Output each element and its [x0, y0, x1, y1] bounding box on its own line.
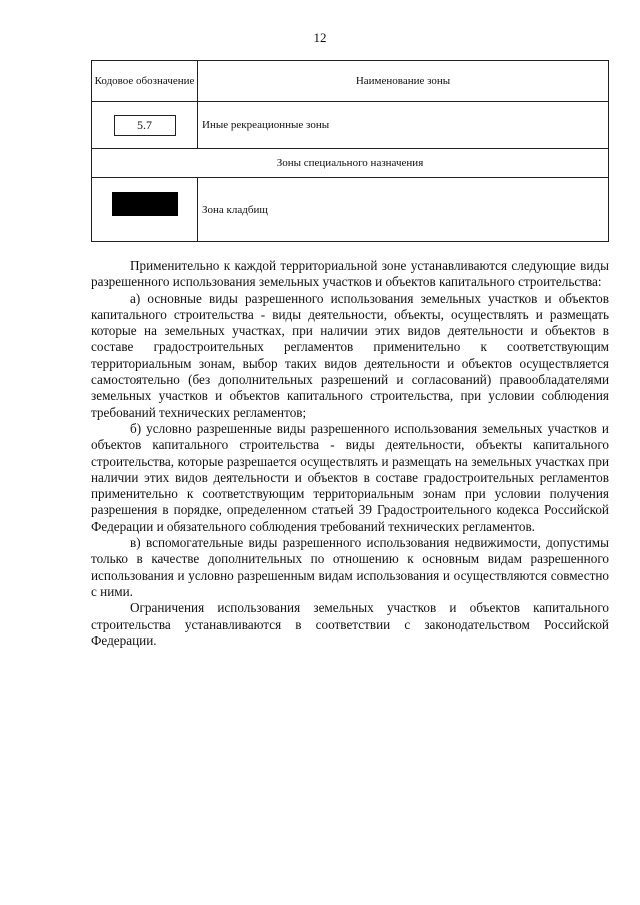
body-text — [91, 258, 609, 649]
zone-code-badge: 5.7 — [114, 115, 176, 136]
header-name-cell: Наименование зоны — [198, 61, 609, 102]
table-header-row — [92, 61, 609, 102]
zone-name-cell: Зона кладбищ — [198, 178, 609, 242]
table-row — [92, 102, 609, 149]
paragraph-restrictions: Ограничения использования земельных участков и объектов капитального строительства устанавливаются в соответствии с законодательством Российской Федерации. — [91, 600, 609, 648]
table-section-row — [92, 149, 609, 178]
zone-code-swatch — [112, 192, 178, 216]
zone-code-cell — [92, 178, 198, 242]
table-row — [92, 178, 609, 242]
header-code-cell: Кодовое обозначение — [92, 61, 198, 102]
section-title: Зоны специального назначения — [92, 149, 609, 178]
zones-table — [91, 60, 609, 242]
paragraph-b: б) условно разрешенные виды разрешенного использования земельных участков и объектов капитального строительства - виды деятельности, объекты капитального строительства, которые разрешается осуществлять и размещать на земельных участках при наличии этих видов деятельности и объектов в составе градостроительных регламентов применительно к соответствующим территориальным зонам при условии получения разрешения в порядке, определенном статьей 39 Градостроительного кодекса Российской Федерации и обязательного соблюдения требований технических регламентов. — [91, 420, 609, 534]
zone-code-cell — [92, 102, 198, 149]
page-number: 12 — [313, 30, 327, 45]
paragraph-c: в) вспомогательные виды разрешенного использования недвижимости, допустимы только в качестве дополнительных по отношению к основным видам разрешенного использования и условно разрешенным видам использования и осуществляются совместно с ними. — [91, 535, 609, 599]
paragraph-a: а) основные виды разрешенного использования земельных участков и объектов капитального строительства - виды деятельности, объекты, осуществлять и размещать которые на земельных участках, при наличии этих видов деятельности и объектов в составе градостроительных регламентов применительно к соответствующим территориальным зонам, выбор таких видов деятельности и объектов осуществляется самостоятельно (без дополнительных разрешений и согласований) правообладателями земельных участков и объектов капитального строительства, при условии соблюдения требований технических регламентов; — [91, 290, 609, 420]
zone-name-cell: Иные рекреационные зоны — [198, 102, 609, 149]
paragraph-intro: Применительно к каждой территориальной зоне устанавливаются следующие виды разрешенного использования земельных участков и объектов капитального строительства: — [91, 258, 609, 290]
